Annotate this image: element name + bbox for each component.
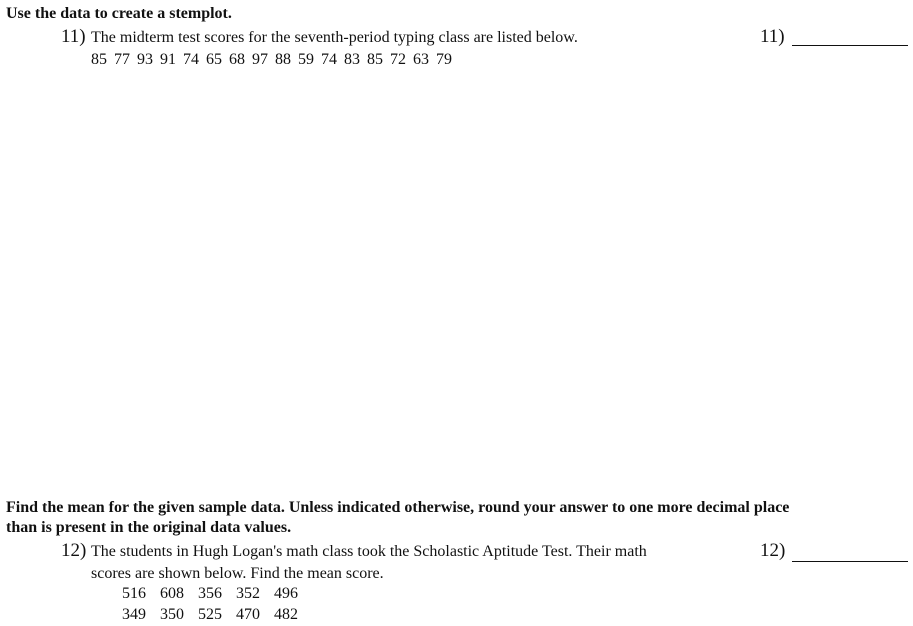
- question-12-number: 12): [61, 540, 87, 561]
- answer-12-label: 12): [760, 540, 786, 561]
- question-11-text: The midterm test scores for the seventh-period typing class are listed below.: [91, 29, 578, 46]
- stemplot-instruction: Use the data to create a stemplot.: [6, 5, 232, 22]
- answer-11-blank[interactable]: [792, 45, 908, 46]
- question-11-number: 11): [61, 26, 86, 47]
- question-12-text-line2: scores are shown below. Find the mean score.: [91, 565, 384, 582]
- question-11-data: 85 77 93 91 74 65 68 97 88 59 74 83 85 72 63 79: [91, 51, 452, 68]
- answer-12-blank[interactable]: [792, 561, 908, 562]
- question-12-data-row1: 516 608 356 352 496: [122, 585, 298, 602]
- question-12-text-line1: The students in Hugh Logan's math class took the Scholastic Aptitude Test. Their math: [91, 543, 647, 560]
- answer-11-label: 11): [760, 26, 785, 47]
- mean-instruction-line2: than is present in the original data values.: [6, 519, 292, 536]
- question-12-data-row2: 349 350 525 470 482: [122, 606, 298, 623]
- mean-instruction-line1: Find the mean for the given sample data. Unless indicated otherwise, round your answer to one more decimal place: [6, 499, 790, 516]
